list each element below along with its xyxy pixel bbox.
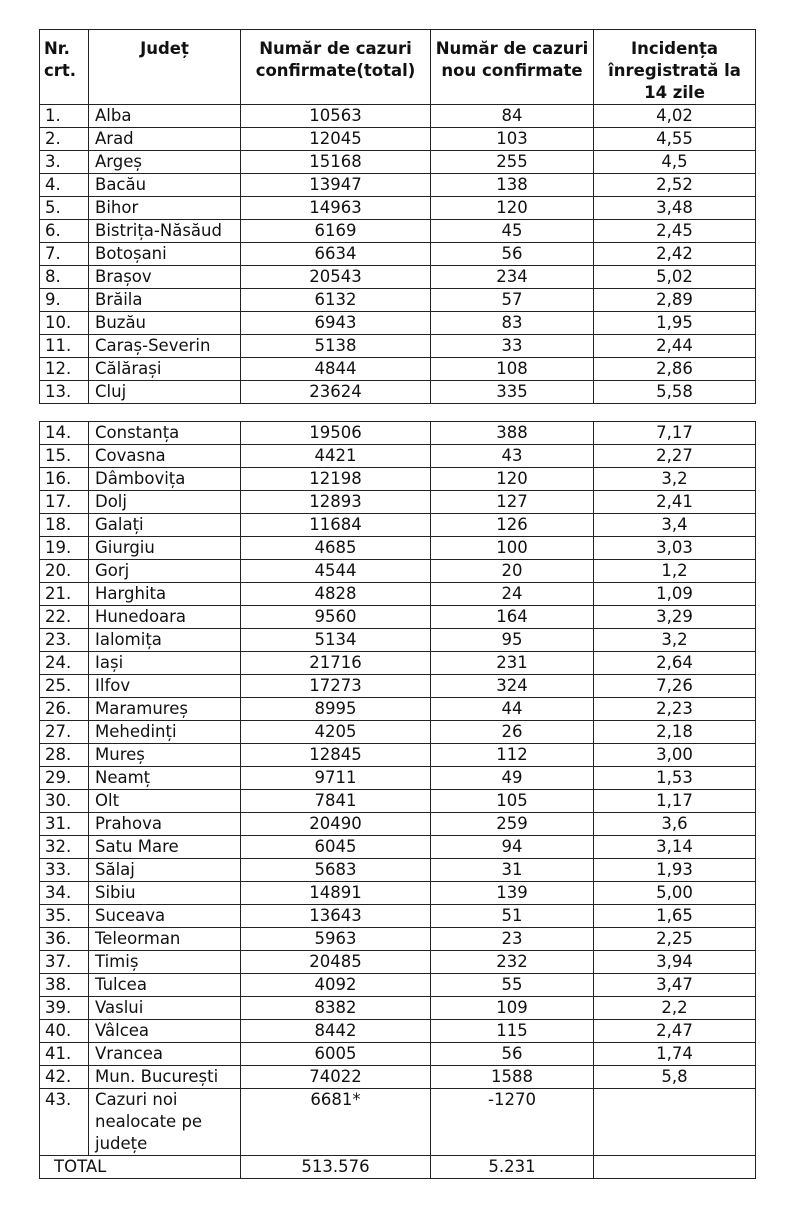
total-label: TOTAL xyxy=(40,1156,241,1179)
table-row xyxy=(40,422,756,445)
incidence-14-days: 3,2 xyxy=(594,629,756,652)
table-row xyxy=(40,105,756,128)
new-cases: 45 xyxy=(431,220,594,243)
county-name: Olt xyxy=(89,790,241,813)
new-cases: 388 xyxy=(431,422,594,445)
incidence-14-days: 1,65 xyxy=(594,905,756,928)
incidence-14-days: 1,53 xyxy=(594,767,756,790)
table-row xyxy=(40,1020,756,1043)
incidence-14-days: 7,26 xyxy=(594,675,756,698)
row-number: 29. xyxy=(40,767,89,790)
total-cases: 9560 xyxy=(241,606,431,629)
new-cases: 115 xyxy=(431,1020,594,1043)
row-number: 42. xyxy=(40,1066,89,1089)
table-row xyxy=(40,491,756,514)
incidence-14-days: 3,48 xyxy=(594,197,756,220)
total-cases: 5138 xyxy=(241,335,431,358)
header-new-cases: Număr de cazuri nou confirmate xyxy=(431,30,594,105)
table-row xyxy=(40,128,756,151)
new-cases: 127 xyxy=(431,491,594,514)
total-cases: 4844 xyxy=(241,358,431,381)
row-number: 33. xyxy=(40,859,89,882)
county-name: Vaslui xyxy=(89,997,241,1020)
table-row xyxy=(40,606,756,629)
new-cases: 138 xyxy=(431,174,594,197)
county-name: Constanța xyxy=(89,422,241,445)
county-name: Satu Mare xyxy=(89,836,241,859)
incidence-14-days: 2,27 xyxy=(594,445,756,468)
new-cases: 100 xyxy=(431,537,594,560)
new-cases: 24 xyxy=(431,583,594,606)
county-name: Dâmbovița xyxy=(89,468,241,491)
row-number: 3. xyxy=(40,151,89,174)
county-name: Suceava xyxy=(89,905,241,928)
county-name: Harghita xyxy=(89,583,241,606)
table-row xyxy=(40,583,756,606)
county-name: Ialomița xyxy=(89,629,241,652)
incidence-14-days: 3,6 xyxy=(594,813,756,836)
total-cases: 4092 xyxy=(241,974,431,997)
new-cases: 84 xyxy=(431,105,594,128)
total-cases: 23624 xyxy=(241,381,431,404)
new-cases: 164 xyxy=(431,606,594,629)
new-cases: 23 xyxy=(431,928,594,951)
row-number: 12. xyxy=(40,358,89,381)
county-name: Dolj xyxy=(89,491,241,514)
row-number: 17. xyxy=(40,491,89,514)
table-row xyxy=(40,859,756,882)
total-cases: 12045 xyxy=(241,128,431,151)
covid-table-part-2 xyxy=(39,421,756,1179)
row-number: 1. xyxy=(40,105,89,128)
row-number: 40. xyxy=(40,1020,89,1043)
incidence-14-days: 5,02 xyxy=(594,266,756,289)
row-number: 7. xyxy=(40,243,89,266)
table-row xyxy=(40,335,756,358)
new-cases: 26 xyxy=(431,721,594,744)
row-number: 32. xyxy=(40,836,89,859)
total-cases: 8442 xyxy=(241,1020,431,1043)
incidence-14-days: 4,5 xyxy=(594,151,756,174)
incidence-14-days: 3,4 xyxy=(594,514,756,537)
table-row xyxy=(40,560,756,583)
row-number: 6. xyxy=(40,220,89,243)
incidence-14-days: 4,02 xyxy=(594,105,756,128)
incidence-14-days: 2,25 xyxy=(594,928,756,951)
total-cases: 6005 xyxy=(241,1043,431,1066)
new-cases: 112 xyxy=(431,744,594,767)
incidence-14-days: 3,03 xyxy=(594,537,756,560)
total-cases: 8995 xyxy=(241,698,431,721)
county-name: Bihor xyxy=(89,197,241,220)
total-cases: 15168 xyxy=(241,151,431,174)
table-row xyxy=(40,721,756,744)
county-name: Prahova xyxy=(89,813,241,836)
row-number: 15. xyxy=(40,445,89,468)
total-cases: 17273 xyxy=(241,675,431,698)
total-cases: 13947 xyxy=(241,174,431,197)
new-cases: 94 xyxy=(431,836,594,859)
total-cases: 8382 xyxy=(241,997,431,1020)
total-cases: 6045 xyxy=(241,836,431,859)
total-cases: 5683 xyxy=(241,859,431,882)
total-cases: 6943 xyxy=(241,312,431,335)
total-cases: 20485 xyxy=(241,951,431,974)
total-cases: 19506 xyxy=(241,422,431,445)
county-name: Brăila xyxy=(89,289,241,312)
incidence-14-days: 3,2 xyxy=(594,468,756,491)
county-name: Botoșani xyxy=(89,243,241,266)
new-cases: 20 xyxy=(431,560,594,583)
total-cases: 4544 xyxy=(241,560,431,583)
new-cases: 255 xyxy=(431,151,594,174)
county-name: Hunedoara xyxy=(89,606,241,629)
county-name: Tulcea xyxy=(89,974,241,997)
incidence-14-days: 3,00 xyxy=(594,744,756,767)
row-number: 18. xyxy=(40,514,89,537)
total-cases: 21716 xyxy=(241,652,431,675)
row-number: 35. xyxy=(40,905,89,928)
table-row xyxy=(40,243,756,266)
new-cases: 139 xyxy=(431,882,594,905)
table-row xyxy=(40,289,756,312)
table-row xyxy=(40,836,756,859)
total-cases: 12845 xyxy=(241,744,431,767)
row-number: 10. xyxy=(40,312,89,335)
county-name: Teleorman xyxy=(89,928,241,951)
row-number: 36. xyxy=(40,928,89,951)
incidence-14-days: 3,47 xyxy=(594,974,756,997)
incidence-14-days: 2,23 xyxy=(594,698,756,721)
new-cases: 95 xyxy=(431,629,594,652)
county-name: Timiș xyxy=(89,951,241,974)
total-cases: 12198 xyxy=(241,468,431,491)
total-cases: 14963 xyxy=(241,197,431,220)
header-incidence: Incidența înregistrată la 14 zile xyxy=(594,30,756,105)
table-row xyxy=(40,1043,756,1066)
total-cases: 6169 xyxy=(241,220,431,243)
table-row xyxy=(40,813,756,836)
total-cases: 9711 xyxy=(241,767,431,790)
table-row xyxy=(40,629,756,652)
total-cases: 4828 xyxy=(241,583,431,606)
incidence-14-days: 1,17 xyxy=(594,790,756,813)
new-cases: 109 xyxy=(431,997,594,1020)
row-number: 43. xyxy=(40,1089,89,1156)
county-name: Argeș xyxy=(89,151,241,174)
new-cases: 335 xyxy=(431,381,594,404)
new-cases: 83 xyxy=(431,312,594,335)
total-row xyxy=(40,1156,756,1179)
total-cases: 4685 xyxy=(241,537,431,560)
table-row xyxy=(40,652,756,675)
row-number: 38. xyxy=(40,974,89,997)
new-cases: 49 xyxy=(431,767,594,790)
incidence-14-days: 2,41 xyxy=(594,491,756,514)
table-row xyxy=(40,767,756,790)
new-cases: 120 xyxy=(431,197,594,220)
county-name: Călărași xyxy=(89,358,241,381)
new-cases: 33 xyxy=(431,335,594,358)
incidence-14-days: 2,45 xyxy=(594,220,756,243)
table-row xyxy=(40,882,756,905)
table-row xyxy=(40,951,756,974)
new-cases: 44 xyxy=(431,698,594,721)
county-name: Maramureș xyxy=(89,698,241,721)
new-cases: 1588 xyxy=(431,1066,594,1089)
table-row xyxy=(40,220,756,243)
table-row xyxy=(40,197,756,220)
covid-table-part-1 xyxy=(39,29,756,404)
incidence-14-days: 1,93 xyxy=(594,859,756,882)
total-cases: 74022 xyxy=(241,1066,431,1089)
incidence-14-days: 5,8 xyxy=(594,1066,756,1089)
new-cases: 55 xyxy=(431,974,594,997)
row-number: 24. xyxy=(40,652,89,675)
county-name: Cazuri noi nealocate pe județe xyxy=(89,1089,241,1156)
row-number: 13. xyxy=(40,381,89,404)
row-number: 11. xyxy=(40,335,89,358)
county-name: Alba xyxy=(89,105,241,128)
total-cases: 20543 xyxy=(241,266,431,289)
new-cases: 234 xyxy=(431,266,594,289)
row-number: 26. xyxy=(40,698,89,721)
header-judet: Județ xyxy=(89,30,241,105)
county-name: Mureș xyxy=(89,744,241,767)
table-row xyxy=(40,698,756,721)
row-number: 28. xyxy=(40,744,89,767)
incidence-14-days: 5,00 xyxy=(594,882,756,905)
county-name: Mehedinți xyxy=(89,721,241,744)
table-row xyxy=(40,790,756,813)
table-row xyxy=(40,266,756,289)
new-cases: 43 xyxy=(431,445,594,468)
incidence-14-days: 2,89 xyxy=(594,289,756,312)
incidence-14-days: 2,47 xyxy=(594,1020,756,1043)
county-name: Arad xyxy=(89,128,241,151)
total-cases: 14891 xyxy=(241,882,431,905)
table-row xyxy=(40,174,756,197)
incidence-14-days: 7,17 xyxy=(594,422,756,445)
table-header-row xyxy=(40,30,756,105)
new-cases: 103 xyxy=(431,128,594,151)
row-number: 20. xyxy=(40,560,89,583)
row-number: 4. xyxy=(40,174,89,197)
incidence-14-days xyxy=(594,1089,756,1156)
row-number: 21. xyxy=(40,583,89,606)
county-name: Giurgiu xyxy=(89,537,241,560)
table-row xyxy=(40,1089,756,1156)
table-row xyxy=(40,928,756,951)
total-cases: 6681* xyxy=(241,1089,431,1156)
incidence-14-days: 1,74 xyxy=(594,1043,756,1066)
new-cases: 51 xyxy=(431,905,594,928)
row-number: 16. xyxy=(40,468,89,491)
total-cases: 12893 xyxy=(241,491,431,514)
header-total-cases: Număr de cazuri confirmate(total) xyxy=(241,30,431,105)
incidence-14-days: 5,58 xyxy=(594,381,756,404)
row-number: 23. xyxy=(40,629,89,652)
incidence-14-days: 3,29 xyxy=(594,606,756,629)
new-cases: 105 xyxy=(431,790,594,813)
table-row xyxy=(40,514,756,537)
table-row xyxy=(40,744,756,767)
county-name: Vrancea xyxy=(89,1043,241,1066)
total-cases: 7841 xyxy=(241,790,431,813)
table-row xyxy=(40,358,756,381)
table-row xyxy=(40,905,756,928)
incidence-14-days: 2,64 xyxy=(594,652,756,675)
row-number: 5. xyxy=(40,197,89,220)
county-name: Galați xyxy=(89,514,241,537)
new-cases: 259 xyxy=(431,813,594,836)
incidence-14-days: 2,86 xyxy=(594,358,756,381)
incidence-14-days: 2,18 xyxy=(594,721,756,744)
row-number: 41. xyxy=(40,1043,89,1066)
new-cases: 126 xyxy=(431,514,594,537)
county-name: Bacău xyxy=(89,174,241,197)
county-name: Cluj xyxy=(89,381,241,404)
row-number: 14. xyxy=(40,422,89,445)
county-name: Gorj xyxy=(89,560,241,583)
new-cases: -1270 xyxy=(431,1089,594,1156)
new-cases: 108 xyxy=(431,358,594,381)
county-name: Covasna xyxy=(89,445,241,468)
incidence-14-days: 2,52 xyxy=(594,174,756,197)
row-number: 27. xyxy=(40,721,89,744)
row-number: 8. xyxy=(40,266,89,289)
new-cases: 56 xyxy=(431,243,594,266)
county-name: Bistrița-Năsăud xyxy=(89,220,241,243)
county-name: Mun. București xyxy=(89,1066,241,1089)
table-row xyxy=(40,997,756,1020)
incidence-14-days: 3,94 xyxy=(594,951,756,974)
total-cases: 13643 xyxy=(241,905,431,928)
total-cases-sum: 513.576 xyxy=(241,1156,431,1179)
incidence-14-days: 1,09 xyxy=(594,583,756,606)
row-number: 30. xyxy=(40,790,89,813)
county-name: Sibiu xyxy=(89,882,241,905)
row-number: 25. xyxy=(40,675,89,698)
new-cases: 56 xyxy=(431,1043,594,1066)
new-cases: 324 xyxy=(431,675,594,698)
total-cases: 4421 xyxy=(241,445,431,468)
new-cases-sum: 5.231 xyxy=(431,1156,594,1179)
incidence-14-days: 1,2 xyxy=(594,560,756,583)
new-cases: 31 xyxy=(431,859,594,882)
table-row xyxy=(40,1066,756,1089)
header-nr: Nr. crt. xyxy=(40,30,89,105)
row-number: 39. xyxy=(40,997,89,1020)
row-number: 22. xyxy=(40,606,89,629)
county-name: Sălaj xyxy=(89,859,241,882)
row-number: 34. xyxy=(40,882,89,905)
total-cases: 5134 xyxy=(241,629,431,652)
row-number: 2. xyxy=(40,128,89,151)
county-name: Caraș-Severin xyxy=(89,335,241,358)
total-cases: 4205 xyxy=(241,721,431,744)
county-name: Ilfov xyxy=(89,675,241,698)
table-row xyxy=(40,445,756,468)
total-cases: 10563 xyxy=(241,105,431,128)
table-row xyxy=(40,312,756,335)
new-cases: 232 xyxy=(431,951,594,974)
row-number: 37. xyxy=(40,951,89,974)
table-row xyxy=(40,974,756,997)
row-number: 9. xyxy=(40,289,89,312)
total-cases: 5963 xyxy=(241,928,431,951)
table-row xyxy=(40,468,756,491)
incidence-14-days: 2,42 xyxy=(594,243,756,266)
total-cases: 11684 xyxy=(241,514,431,537)
row-number: 19. xyxy=(40,537,89,560)
total-cases: 20490 xyxy=(241,813,431,836)
county-name: Vâlcea xyxy=(89,1020,241,1043)
new-cases: 57 xyxy=(431,289,594,312)
row-number: 31. xyxy=(40,813,89,836)
incidence-total xyxy=(594,1156,756,1179)
total-cases: 6634 xyxy=(241,243,431,266)
total-cases: 6132 xyxy=(241,289,431,312)
incidence-14-days: 3,14 xyxy=(594,836,756,859)
incidence-14-days: 2,2 xyxy=(594,997,756,1020)
table-row xyxy=(40,151,756,174)
new-cases: 231 xyxy=(431,652,594,675)
incidence-14-days: 2,44 xyxy=(594,335,756,358)
county-name: Buzău xyxy=(89,312,241,335)
table-row xyxy=(40,381,756,404)
new-cases: 120 xyxy=(431,468,594,491)
incidence-14-days: 1,95 xyxy=(594,312,756,335)
incidence-14-days: 4,55 xyxy=(594,128,756,151)
county-name: Brașov xyxy=(89,266,241,289)
county-name: Neamț xyxy=(89,767,241,790)
county-name: Iași xyxy=(89,652,241,675)
table-row xyxy=(40,675,756,698)
table-row xyxy=(40,537,756,560)
